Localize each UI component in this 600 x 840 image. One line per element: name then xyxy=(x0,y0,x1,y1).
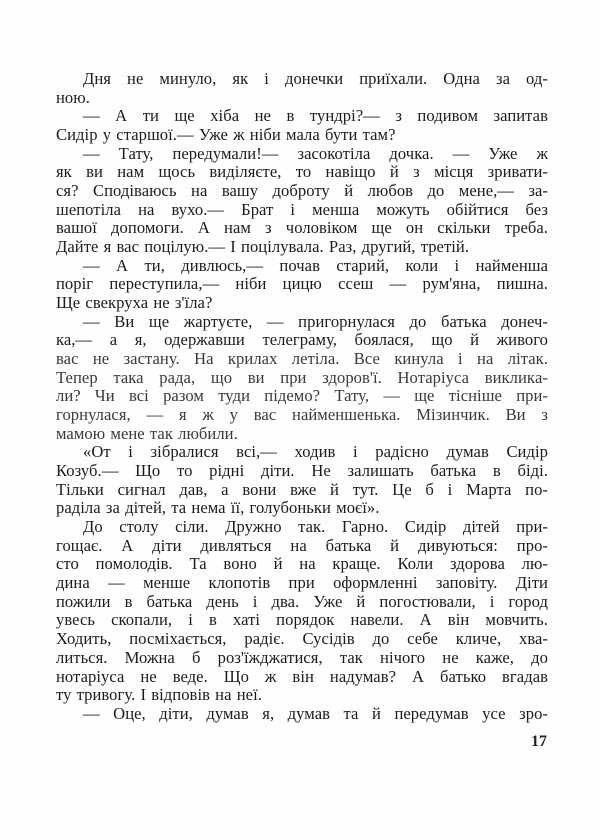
text-line: Ходить, посміхається, радіє. Сусідів до себе кличе, хва- xyxy=(56,629,548,649)
text-line: гощає. А діти дивляться на батька й дивуються: про- xyxy=(56,535,548,555)
text-line: — Тату, передумали!— засокотіла дочка. — Уже ж xyxy=(83,143,548,163)
text-line: раділа за дітей, та нема її, голубоньки моєї». xyxy=(56,498,380,518)
text-line: Козуб.— Що то рідні діти. Не залишать батька в біді. xyxy=(56,461,548,481)
text-line: Дня не минуло, як і донечки приїхали. Одна за од- xyxy=(83,69,548,88)
text-line: мамою мене так любили. xyxy=(56,423,238,443)
text-line: як ви нам щось виділяєте, то навіщо й з місця зривати- xyxy=(56,162,548,182)
text-line: Тепер така рада, що ви при здоров'ї. Нотаріуса викликa- xyxy=(56,367,548,387)
text-line: нотаріуса не веде. Що ж він надумав? А батько вгадав xyxy=(56,666,548,686)
text-line: пожили в батька день і два. Уже й погостювали, і город xyxy=(56,591,548,611)
text-line: Дайте я вас поцілую.— І поцілувала. Раз, другий, третій. xyxy=(56,237,470,257)
text-line: вас не застану. На крилах летіла. Все кинула і на літак. xyxy=(56,349,548,369)
text-line: дина — менше клопотів при оформленні заповіту. Діти xyxy=(56,573,548,593)
text-line: ка,— а я, одержавши телеграму, боялася, що й живого xyxy=(56,330,548,350)
text-line: ли? Чи всі разом туди підемо? Тату, — ще тісніше при- xyxy=(56,386,548,406)
text-line: литься. Можна б роз'їжджатися, так нічого не каже, до xyxy=(56,647,548,667)
text-line: шепотіла на вухо.— Брат і менша можуть обійтися без xyxy=(56,199,548,219)
text-line: «От і зібралися всі,— ходив і радісно думав Сидір xyxy=(83,442,548,462)
text-line: — А ти, дивлюсь,— почав старий, коли і найменша xyxy=(83,255,548,275)
text-line: До столу сіли. Дружно так. Гарно. Сидір дітей при- xyxy=(83,517,548,537)
body-text xyxy=(56,70,548,724)
text-line: Ще свекруха не з'їла? xyxy=(56,293,213,313)
text-line: сто помолодів. Та воно й на краще. Коли здорова лю- xyxy=(56,554,548,574)
text-line: — Оце, діти, думав я, думав та й передумав усе зро- xyxy=(83,703,548,723)
text-line: поріг переступила,— ніби цицю ссеш — рум'яна, пишна. xyxy=(56,274,548,294)
text-line: — А ти ще хіба не в тундрі?— з подивом запитав xyxy=(83,106,548,126)
text-line: горнулася, — я ж у вас найменшенька. Мізинчик. Ви з xyxy=(56,405,548,425)
text-line: — Ви ще жартуєте, — пригорнулася до батька донеч- xyxy=(83,311,548,331)
text-line: ся? Сподіваюсь на вашу доброту й любов до мене,— за- xyxy=(56,181,548,201)
text-line: ною. xyxy=(56,87,90,107)
text-line: увесь скопали, і в хаті порядок навели. А він мовчить. xyxy=(56,610,548,630)
text-line: Сидір у старшої.— Уже ж ніби мала бути там? xyxy=(56,125,396,145)
text-line: Тільки сигнал дав, а вони вже й тут. Це б і Марта по- xyxy=(56,479,548,499)
text-line: вашої допомоги. А нам з чоловіком ще он скільки треба. xyxy=(56,218,548,238)
page-number: 17 xyxy=(531,733,547,750)
text-line: ту тривогу. І відповів на неї. xyxy=(56,685,262,705)
